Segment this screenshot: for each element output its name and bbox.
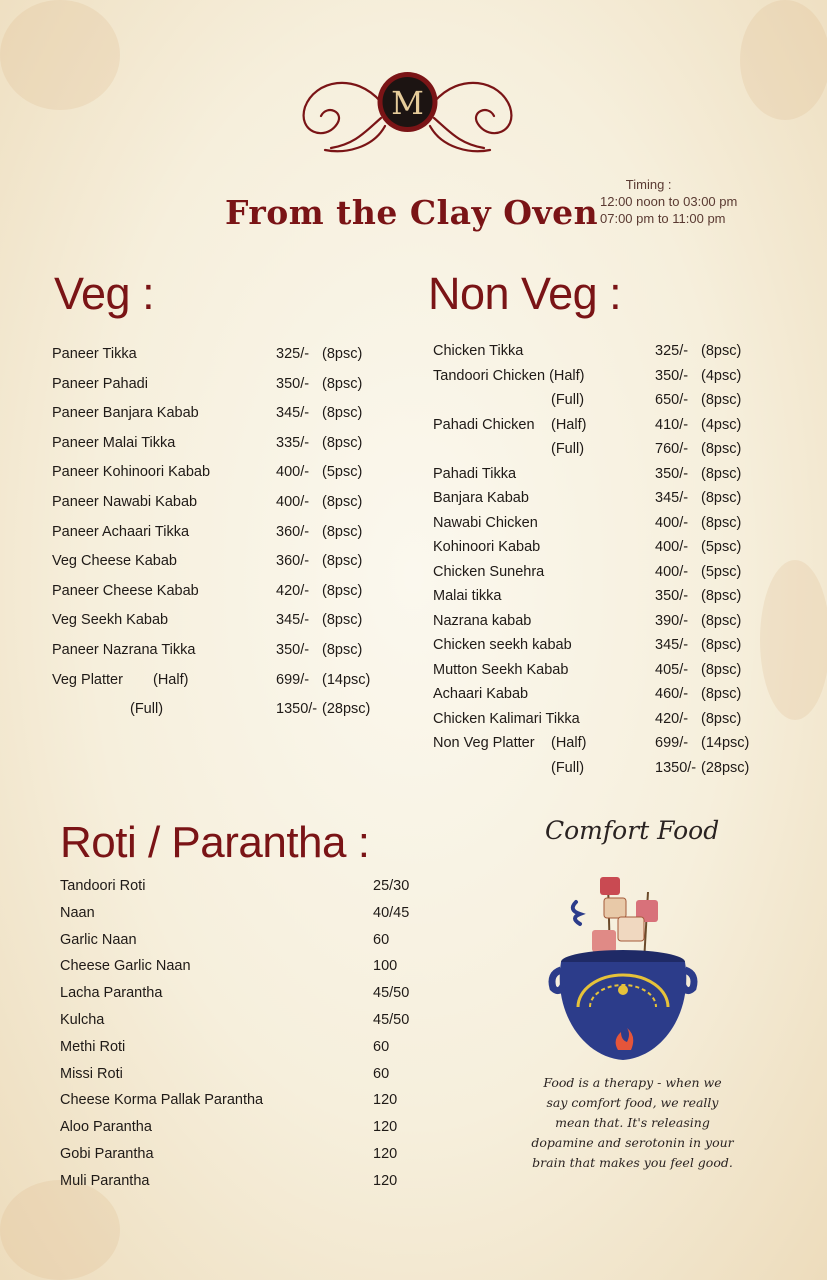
item-name: Mutton Seekh Kabab bbox=[433, 661, 569, 678]
item-quantity: (5psc) bbox=[322, 464, 363, 481]
item-quantity: (8psc) bbox=[701, 490, 742, 506]
item-quantity: (14psc) bbox=[322, 671, 371, 688]
nonveg-menu-list bbox=[433, 343, 773, 784]
item-name: Chicken seekh kabab bbox=[433, 637, 572, 653]
item-name: Garlic Naan bbox=[60, 931, 137, 948]
item-price: 460/- bbox=[655, 686, 689, 702]
item-price: 60 bbox=[373, 1065, 390, 1082]
item-price: 390/- bbox=[655, 612, 689, 629]
item-name: Banjara Kabab bbox=[433, 490, 529, 506]
logo-letter: M bbox=[391, 84, 424, 122]
item-price: 420/- bbox=[276, 582, 310, 599]
menu-item bbox=[433, 735, 773, 760]
menu-item bbox=[52, 405, 392, 435]
item-name: Chicken Kalimari Tikka bbox=[433, 710, 580, 727]
comfort-line: mean that. It's releasing bbox=[555, 1115, 710, 1130]
item-name: Paneer Achaari Tikka bbox=[52, 523, 190, 540]
menu-item bbox=[52, 553, 392, 583]
menu-item bbox=[52, 642, 392, 672]
item-name: Methi Roti bbox=[60, 1038, 126, 1055]
item-name: Cheese Korma Pallak Parantha bbox=[60, 1092, 264, 1109]
item-name: Cheese Garlic Naan bbox=[60, 958, 191, 975]
paper-stain bbox=[740, 0, 827, 120]
item-quantity: (8psc) bbox=[701, 637, 742, 653]
item-name: Lacha Parantha bbox=[60, 985, 163, 1002]
timing-block bbox=[600, 176, 737, 227]
roti-section-title: Roti / Parantha : bbox=[60, 818, 370, 867]
item-name: Veg Cheese Kabab bbox=[52, 553, 177, 570]
item-price: 410/- bbox=[655, 416, 689, 433]
item-price: 400/- bbox=[655, 563, 689, 580]
item-price: 60 bbox=[373, 931, 390, 948]
item-quantity: (8psc) bbox=[322, 553, 363, 570]
item-quantity: (8psc) bbox=[701, 392, 742, 408]
menu-item bbox=[433, 539, 773, 564]
paper-stain bbox=[0, 0, 120, 110]
item-quantity: (8psc) bbox=[322, 612, 363, 629]
item-name: Aloo Parantha bbox=[60, 1119, 152, 1136]
item-name: Veg Seekh Kabab bbox=[52, 612, 169, 629]
item-price: 25/30 bbox=[373, 878, 410, 894]
menu-item bbox=[60, 932, 420, 959]
item-price: 100 bbox=[373, 958, 398, 975]
comfort-food-description bbox=[520, 1073, 745, 1173]
menu-item bbox=[60, 1119, 420, 1146]
comfort-line: say comfort food, we really bbox=[546, 1095, 719, 1110]
menu-item bbox=[60, 958, 420, 985]
menu-item bbox=[433, 637, 773, 662]
item-quantity: (8psc) bbox=[322, 493, 363, 510]
item-quantity: (8psc) bbox=[701, 710, 742, 727]
comfort-food-pot-illustration bbox=[548, 862, 698, 1077]
veg-section-title: Veg : bbox=[54, 268, 155, 319]
item-portion: (Half) bbox=[153, 671, 189, 688]
item-quantity: (28psc) bbox=[322, 701, 371, 718]
item-price: 335/- bbox=[276, 434, 310, 451]
item-price: 360/- bbox=[276, 553, 310, 570]
item-name: Paneer Pahadi bbox=[52, 375, 148, 392]
comfort-line: Food is a therapy - when we bbox=[543, 1075, 722, 1090]
item-name: Kulcha bbox=[60, 1011, 105, 1028]
item-name: Chicken Tikka bbox=[433, 343, 524, 359]
item-price: 325/- bbox=[655, 343, 689, 359]
item-portion: (Half) bbox=[551, 416, 587, 433]
item-name: Missi Roti bbox=[60, 1065, 123, 1082]
timing-line: 07:00 pm to 11:00 pm bbox=[600, 211, 726, 226]
item-name: Kohinoori Kabab bbox=[433, 539, 541, 555]
menu-item bbox=[433, 760, 773, 785]
item-name: Malai tikka bbox=[433, 588, 502, 604]
item-name: Nawabi Chicken bbox=[433, 514, 538, 531]
item-price: 350/- bbox=[655, 588, 689, 604]
item-price: 345/- bbox=[655, 637, 689, 653]
item-name: Chicken Sunehra bbox=[433, 563, 545, 580]
item-price: 400/- bbox=[276, 464, 310, 481]
menu-item bbox=[60, 878, 420, 905]
timing-label: Timing : bbox=[625, 177, 672, 192]
item-quantity: (8psc) bbox=[701, 465, 742, 482]
item-portion: (Full) bbox=[130, 701, 164, 718]
item-price: 760/- bbox=[655, 441, 689, 457]
menu-item bbox=[433, 392, 773, 417]
item-quantity: (8psc) bbox=[701, 441, 742, 457]
item-price: 345/- bbox=[276, 612, 310, 629]
menu-item bbox=[60, 985, 420, 1012]
menu-item bbox=[433, 441, 773, 466]
roti-menu-list bbox=[60, 878, 420, 1200]
item-name: Paneer Banjara Kabab bbox=[52, 405, 199, 422]
menu-item bbox=[60, 1092, 420, 1119]
item-name: Naan bbox=[60, 904, 95, 921]
item-price: 405/- bbox=[655, 661, 689, 678]
menu-item bbox=[433, 686, 773, 711]
item-portion: (Full) bbox=[551, 759, 585, 776]
menu-item bbox=[433, 343, 773, 368]
menu-item bbox=[52, 494, 392, 524]
menu-item bbox=[60, 1039, 420, 1066]
menu-item bbox=[60, 905, 420, 932]
item-portion: (Full) bbox=[551, 392, 585, 408]
item-price: 1350/- bbox=[276, 701, 318, 718]
menu-item bbox=[60, 1066, 420, 1093]
item-quantity: (8psc) bbox=[322, 582, 363, 599]
menu-item bbox=[52, 672, 392, 702]
item-quantity: (8psc) bbox=[322, 405, 363, 422]
item-price: 400/- bbox=[655, 539, 689, 555]
item-quantity: (8psc) bbox=[322, 346, 363, 362]
item-price: 350/- bbox=[655, 465, 689, 482]
item-name: Achaari Kabab bbox=[433, 686, 529, 702]
item-name: Tandoori Chicken (Half) bbox=[433, 367, 585, 384]
menu-item bbox=[52, 435, 392, 465]
menu-item bbox=[60, 1146, 420, 1173]
menu-item bbox=[433, 368, 773, 393]
item-name: Paneer Cheese Kabab bbox=[52, 582, 199, 599]
comfort-line: dopamine and serotonin in your bbox=[531, 1135, 734, 1150]
item-name: Veg Platter bbox=[52, 671, 123, 688]
timing-line: 12:00 noon to 03:00 pm bbox=[600, 194, 738, 209]
item-name: Paneer Malai Tikka bbox=[52, 434, 176, 451]
item-quantity: (8psc) bbox=[701, 661, 742, 678]
menu-item bbox=[52, 612, 392, 642]
item-portion: (Full) bbox=[551, 441, 585, 457]
item-price: 45/50 bbox=[373, 1011, 410, 1028]
item-price: 120 bbox=[373, 1092, 398, 1109]
menu-item bbox=[433, 466, 773, 491]
item-quantity: (8psc) bbox=[701, 612, 742, 629]
item-price: 40/45 bbox=[373, 904, 410, 921]
item-price: 699/- bbox=[276, 671, 310, 688]
menu-item bbox=[433, 613, 773, 638]
item-price: 325/- bbox=[276, 346, 310, 362]
item-name: Nazrana kabab bbox=[433, 612, 532, 629]
item-name: Pahadi Chicken bbox=[433, 416, 535, 433]
item-price: 350/- bbox=[276, 375, 310, 392]
item-quantity: (8psc) bbox=[322, 434, 363, 451]
item-name: Paneer Tikka bbox=[52, 346, 137, 362]
item-quantity: (8psc) bbox=[701, 686, 742, 702]
item-price: 45/50 bbox=[373, 985, 410, 1002]
menu-item bbox=[52, 346, 392, 376]
item-quantity: (5psc) bbox=[701, 539, 742, 555]
item-price: 1350/- bbox=[655, 759, 697, 776]
item-price: 420/- bbox=[655, 710, 689, 727]
item-price: 345/- bbox=[276, 405, 310, 422]
item-name: Muli Parantha bbox=[60, 1172, 150, 1189]
item-price: 360/- bbox=[276, 523, 310, 540]
restaurant-logo bbox=[285, 62, 530, 162]
item-quantity: (4psc) bbox=[701, 416, 742, 433]
item-price: 120 bbox=[373, 1172, 398, 1189]
veg-menu-list bbox=[52, 346, 392, 731]
menu-item bbox=[433, 515, 773, 540]
item-name: Pahadi Tikka bbox=[433, 465, 517, 482]
menu-item bbox=[433, 711, 773, 736]
menu-item bbox=[52, 583, 392, 613]
item-price: 400/- bbox=[276, 493, 310, 510]
item-name: Paneer Kohinoori Kabab bbox=[52, 464, 211, 481]
item-name: Paneer Nawabi Kabab bbox=[52, 493, 198, 510]
menu-item bbox=[60, 1173, 420, 1200]
item-quantity: (5psc) bbox=[701, 563, 742, 580]
item-price: 400/- bbox=[655, 514, 689, 531]
menu-item bbox=[433, 564, 773, 589]
item-quantity: (28psc) bbox=[701, 759, 750, 776]
menu-item bbox=[433, 588, 773, 613]
menu-item bbox=[60, 1012, 420, 1039]
menu-item bbox=[52, 701, 392, 731]
menu-item bbox=[52, 524, 392, 554]
item-quantity: (8psc) bbox=[322, 641, 363, 658]
item-name: Tandoori Roti bbox=[60, 878, 146, 894]
item-price: 345/- bbox=[655, 490, 689, 506]
item-quantity: (14psc) bbox=[701, 735, 750, 751]
item-price: 699/- bbox=[655, 735, 689, 751]
comfort-food-title: Comfort Food bbox=[545, 816, 720, 845]
menu-item bbox=[52, 376, 392, 406]
item-quantity: (8psc) bbox=[701, 343, 742, 359]
item-price: 350/- bbox=[276, 641, 310, 658]
item-price: 650/- bbox=[655, 392, 689, 408]
item-name: Gobi Parantha bbox=[60, 1145, 154, 1162]
item-quantity: (8psc) bbox=[322, 523, 363, 540]
menu-heading: From the Clay Oven bbox=[225, 193, 599, 232]
nonveg-section-title: Non Veg : bbox=[428, 268, 622, 319]
item-price: 120 bbox=[373, 1145, 398, 1162]
item-price: 350/- bbox=[655, 367, 689, 384]
menu-item bbox=[433, 490, 773, 515]
item-quantity: (4psc) bbox=[701, 367, 742, 384]
item-name: Paneer Nazrana Tikka bbox=[52, 641, 196, 658]
item-price: 120 bbox=[373, 1119, 398, 1136]
item-portion: (Half) bbox=[551, 735, 587, 751]
menu-item bbox=[52, 464, 392, 494]
item-quantity: (8psc) bbox=[322, 375, 363, 392]
item-quantity: (8psc) bbox=[701, 514, 742, 531]
comfort-line: brain that makes you feel good. bbox=[532, 1155, 733, 1170]
item-name: Non Veg Platter bbox=[433, 735, 535, 751]
item-quantity: (8psc) bbox=[701, 588, 742, 604]
menu-item bbox=[433, 417, 773, 442]
menu-item bbox=[433, 662, 773, 687]
item-price: 60 bbox=[373, 1038, 390, 1055]
